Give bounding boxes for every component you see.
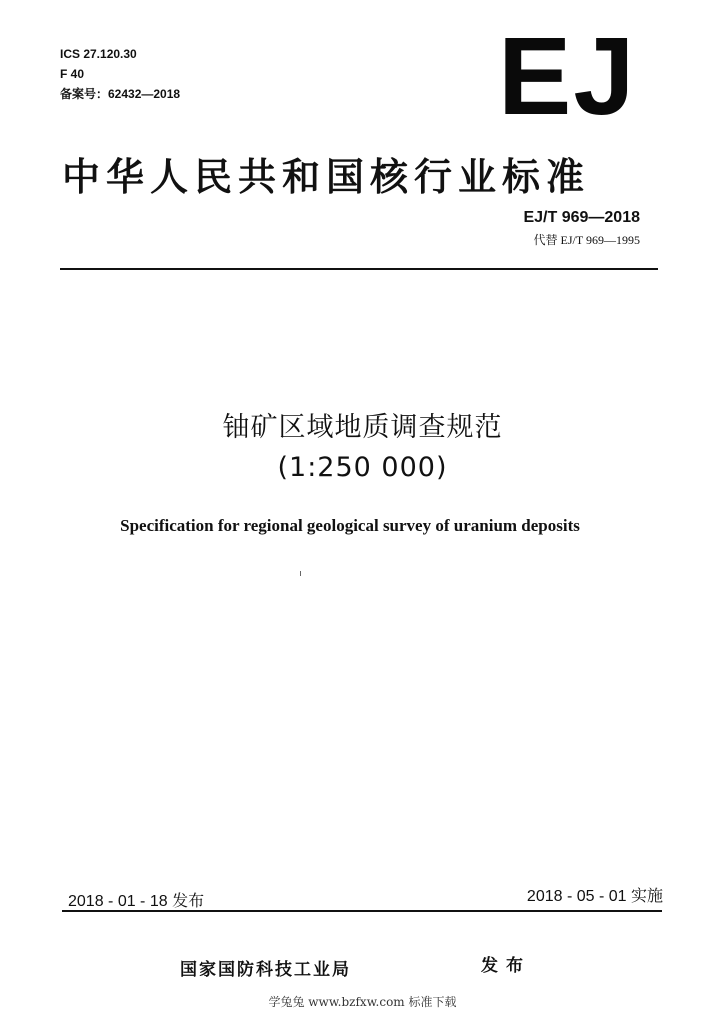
- classification-block: [60, 44, 180, 104]
- publisher-name: 国家国防科技工业局: [180, 960, 351, 980]
- issue-date: 2018 - 01 - 18 发布: [68, 893, 205, 910]
- document-title-chinese: 铀矿区域地质调查规范: [222, 412, 503, 443]
- bottom-divider: [62, 910, 662, 912]
- document-scale: (1:250 000): [277, 452, 448, 483]
- standard-number: EJ/T 969—2018: [523, 209, 640, 226]
- replaces-standard: 代替 EJ/T 969—1995: [533, 233, 640, 247]
- document-title-english: Specification for regional geological survey of uranium deposits: [120, 516, 580, 535]
- ics-code: ICS 27.120.30: [60, 47, 137, 61]
- ej-logo: EJ: [498, 15, 637, 138]
- download-watermark: 学兔兔 www.bzfxw.com 标准下载: [268, 995, 457, 1009]
- classification-code: F 40: [60, 67, 85, 81]
- top-divider: [60, 268, 658, 270]
- scan-mark: [300, 571, 301, 576]
- publish-label: 发布: [481, 956, 531, 976]
- standard-title: 中华人民共和国核行业标准: [62, 155, 591, 199]
- record-number: 备案号：62432—2018: [60, 87, 181, 101]
- effective-date: 2018 - 05 - 01 实施: [526, 888, 663, 905]
